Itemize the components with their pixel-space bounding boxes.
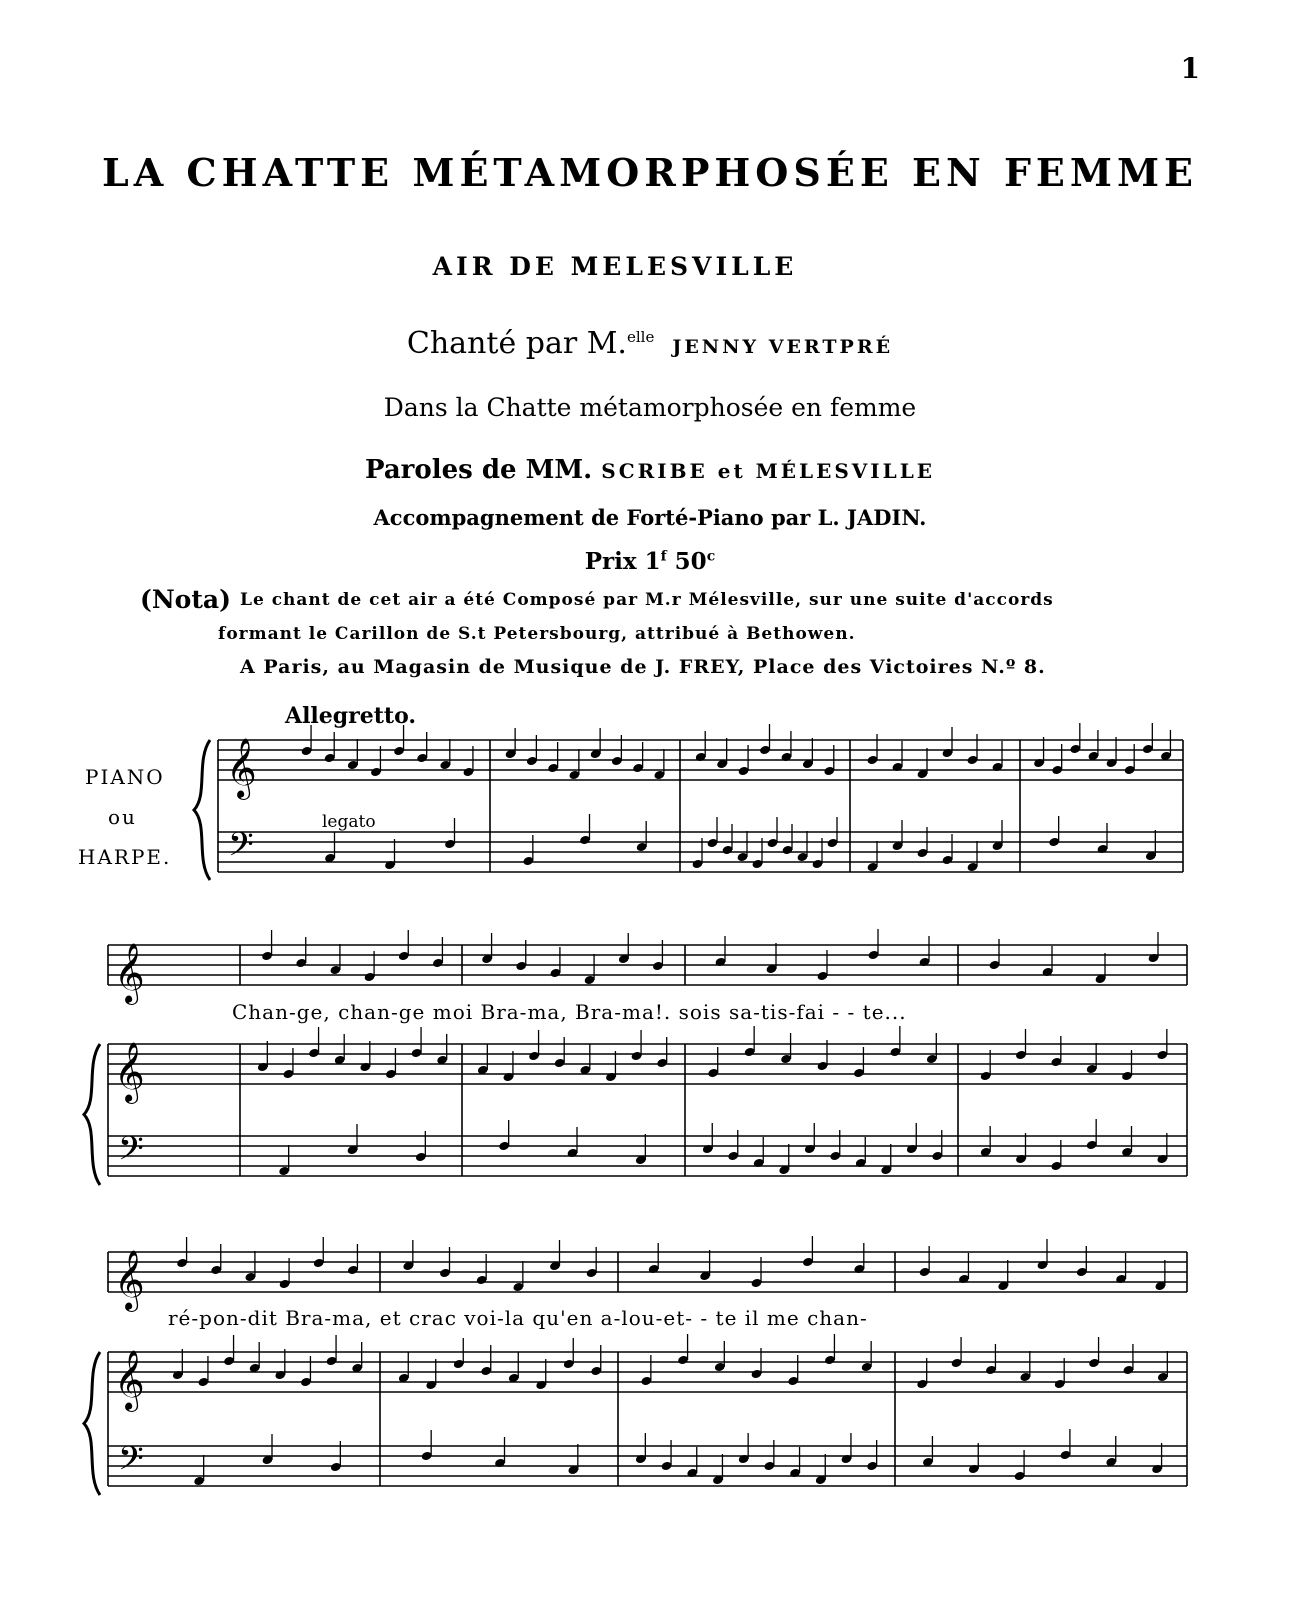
words-authors: SCRIBE et MÉLESVILLE bbox=[601, 459, 936, 483]
system2-voice-clef: 𝄞 bbox=[114, 943, 145, 1003]
publisher-line: A Paris, au Magasin de Musique de J. FREY, Place des Victoires N.º 8. bbox=[240, 656, 1046, 678]
price-prefix: Prix 1 bbox=[584, 548, 661, 575]
lyrics-line-2: ré-pon-dit Bra-ma, et crac voi-la qu'en a-lou-et- - te il me chan- bbox=[168, 1306, 868, 1330]
instrument-ou: ou bbox=[108, 805, 137, 829]
system1-brace bbox=[194, 740, 210, 880]
price-sup-centimes: c bbox=[706, 548, 716, 565]
instrument-piano: PIANO bbox=[85, 765, 165, 789]
tempo-marking: Allegretto. bbox=[285, 703, 417, 729]
system3-voice-clef: 𝄞 bbox=[114, 1250, 145, 1310]
system1-treble-clef: 𝄞 bbox=[226, 738, 257, 798]
page-title: LA CHATTE MÉTAMORPHOSÉE EN FEMME bbox=[102, 150, 1198, 195]
system3-brace bbox=[84, 1352, 100, 1495]
price-mid: 50 bbox=[666, 548, 707, 575]
words-prefix: Paroles de MM. bbox=[364, 455, 593, 485]
system2-treble-clef: 𝄞 bbox=[114, 1042, 145, 1102]
sung-by-superscript: elle bbox=[626, 328, 655, 346]
nota-label: (Nota) bbox=[140, 585, 231, 614]
piece-line: Dans la Chatte métamorphosée en femme bbox=[383, 393, 917, 422]
price-sup-francs: f bbox=[660, 548, 667, 565]
instrument-harpe: HARPE. bbox=[78, 845, 172, 869]
subtitle: AIR DE MELESVILLE bbox=[432, 252, 798, 281]
page-number: 1 bbox=[1180, 52, 1200, 85]
system2-bass-clef: 𝄢 bbox=[118, 1130, 144, 1176]
legato-marking: legato bbox=[322, 812, 376, 832]
nota-line-2: formant le Carillon de S.t Petersbourg, attribué à Bethowen. bbox=[218, 624, 856, 644]
system1-bass-clef: 𝄢 bbox=[228, 826, 254, 872]
singer-name: JENNY VERTPRÉ bbox=[672, 336, 894, 358]
system2-brace bbox=[84, 1044, 100, 1185]
nota-line-1: Le chant de cet air a été Composé par M.r Mélesville, sur une suite d'accords bbox=[240, 590, 1054, 610]
lyrics-line-1: Chan-ge, chan-ge moi Bra-ma, Bra-ma!. sois sa-tis-fai - - te... bbox=[232, 1000, 907, 1024]
sung-by-prefix: Chanté par M. bbox=[406, 326, 627, 361]
system3-treble-clef: 𝄞 bbox=[114, 1350, 145, 1410]
accompaniment-line: Accompagnement de Forté-Piano par L. JADIN. bbox=[373, 505, 927, 530]
system3-bass-clef: 𝄢 bbox=[118, 1440, 144, 1486]
